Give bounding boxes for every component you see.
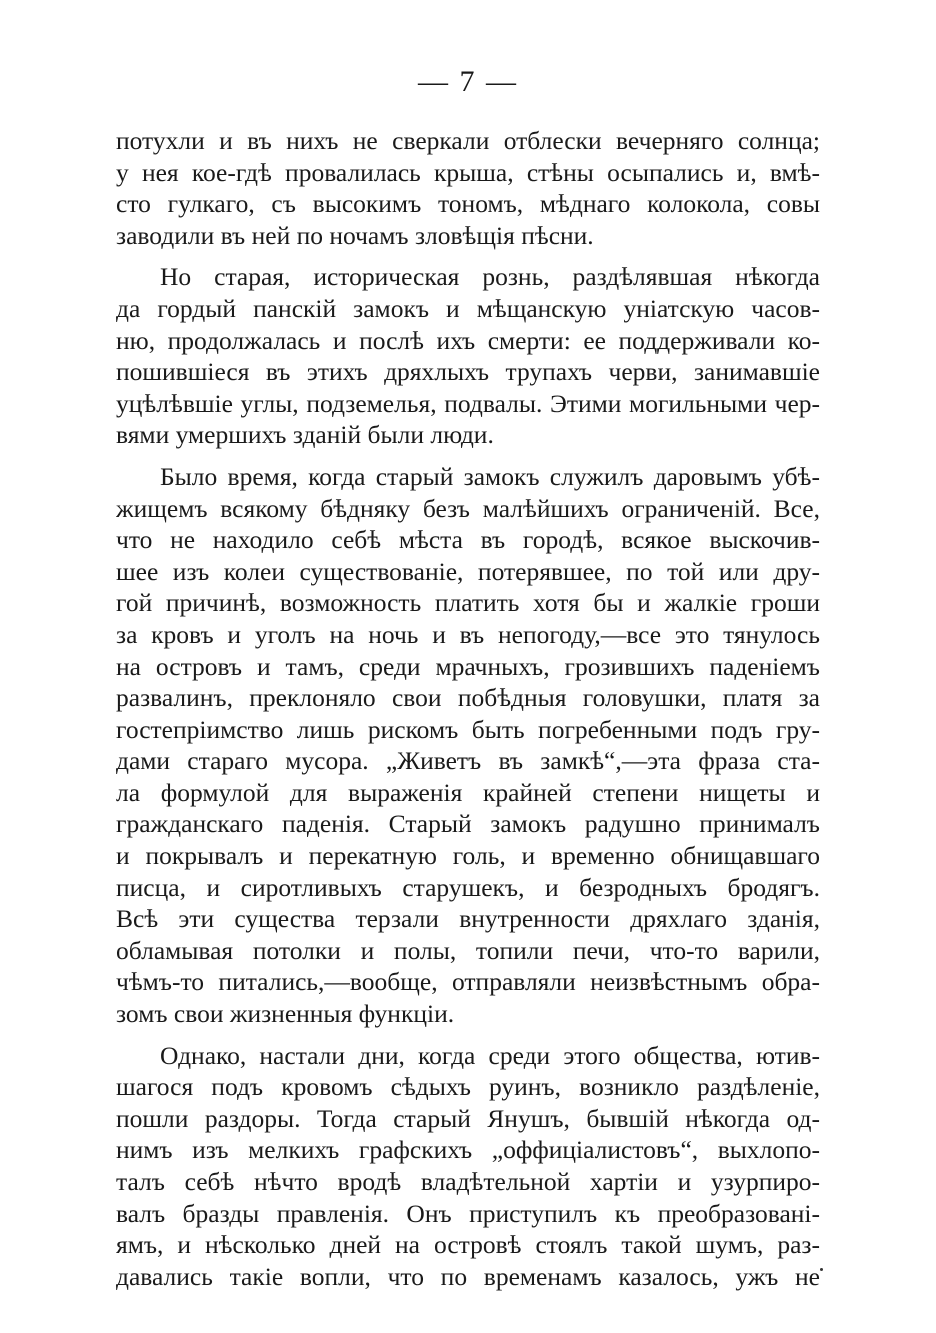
text-line: обламывая потолки и полы, топили печи, что-то варили, [116,935,820,965]
text-line: гражданскаго паденія. Старый замокъ радушно принималъ [116,809,820,839]
text-line: валъ бразды правленія. Онъ приступилъ къ преобразовані- [116,1198,820,1228]
page-number: — 7 — [418,65,518,98]
text-line: нимъ изъ мелкихъ графскихъ „оффиціалистовъ“, выхлопо- [116,1135,820,1165]
text-line: жищемъ всякому бѣдняку безъ малѣйшихъ ограниченій. Все, [116,493,820,523]
text-line: гой причинѣ, возможность платить хотя бы и жалкіе гроши [116,588,820,618]
body-text [116,125,820,1292]
text-line: на островъ и тамъ, среди мрачныхъ, грозившихъ паденіемъ [116,651,820,681]
text-line: пошли раздоры. Тогда старый Янушъ, бывшій нѣкогда од- [116,1103,820,1133]
paragraph-1 [116,125,820,251]
text-line: за кровъ и уголъ на ночь и въ непогоду,—все это тянулось [116,619,820,649]
paragraph-2 [116,261,820,451]
print-speck [820,1268,823,1271]
text-line: сто гулкаго, съ высокимъ тономъ, мѣднаго колокола, совы [116,189,820,219]
text-line: Однако, настали дни, когда среди этого общества, ютив- [160,1040,820,1070]
text-line: Но старая, историческая рознь, раздѣлявшая нѣкогда [160,262,820,292]
text-line: гостепріимство лишь рискомъ быть погребенными подъ гру- [116,714,820,744]
text-line: развалинъ, преклоняло свои побѣдныя головушки, платя за [116,683,820,713]
paragraph-4 [116,1040,820,1293]
text-line: шагося подъ кровомъ сѣдыхъ руинъ, возникло раздѣленіе, [116,1072,820,1102]
text-line: уцѣлѣвшіе углы, подземелья, подвалы. Этими могильными чер- [116,388,820,418]
text-line: Было время, когда старый замокъ служилъ даровымъ убѣ- [160,461,820,491]
text-line: что не находило себѣ мѣста въ городѣ, всякое выскочив- [116,525,820,555]
text-line: писца, и сиротливыхъ старушекъ, и безродныхъ бродягъ. [116,872,820,902]
text-line: шее изъ колеи существованіе, потерявшее, по той или дру- [116,556,820,586]
text-line: дами стараго мусора. „Живетъ въ замкѣ“,—эта фраза ста- [116,746,820,776]
text-line: ямъ, и нѣсколько дней на островѣ стоялъ такой шумъ, раз- [116,1230,820,1260]
text-line: вями умершихъ зданій были люди. [116,420,494,450]
text-line: заводили въ ней по ночамъ зловѣщія пѣсни. [116,220,594,250]
paragraph-3 [116,461,820,1030]
text-line: Всѣ эти существа терзали внутренности дряхлаго зданія, [116,904,820,934]
text-line: зомъ свои жизненныя функціи. [116,999,455,1029]
text-line: потухли и въ нихъ не сверкали отблески вечерняго солнца; [116,126,820,155]
text-line: да гордый панскій замокъ и мѣщанскую уніатскую часов- [116,293,820,323]
text-line: ла формулой для выраженія крайней степени нищеты и [116,777,820,807]
text-line: талъ себѣ нѣчто вродѣ владѣтельной хартіи и узурпиро- [116,1167,820,1196]
text-line: и покрывалъ и перекатную голь, и временно обнищавшаго [116,841,820,871]
text-line: чѣмъ-то питались,—вообще, отправляли неизвѣстнымъ обра- [116,967,820,997]
text-line: у нея кое-гдѣ провалилась крыша, стѣны осыпались и, вмѣ- [116,157,820,187]
text-line: пошившіеся въ этихъ дряхлыхъ трупахъ черви, занимавшіе [116,357,820,387]
text-line: давались такіе вопли, что по временамъ казалось, ужъ не [116,1261,820,1291]
text-line: ню, продолжалась и послѣ ихъ смерти: ее поддерживали ко- [116,325,820,355]
